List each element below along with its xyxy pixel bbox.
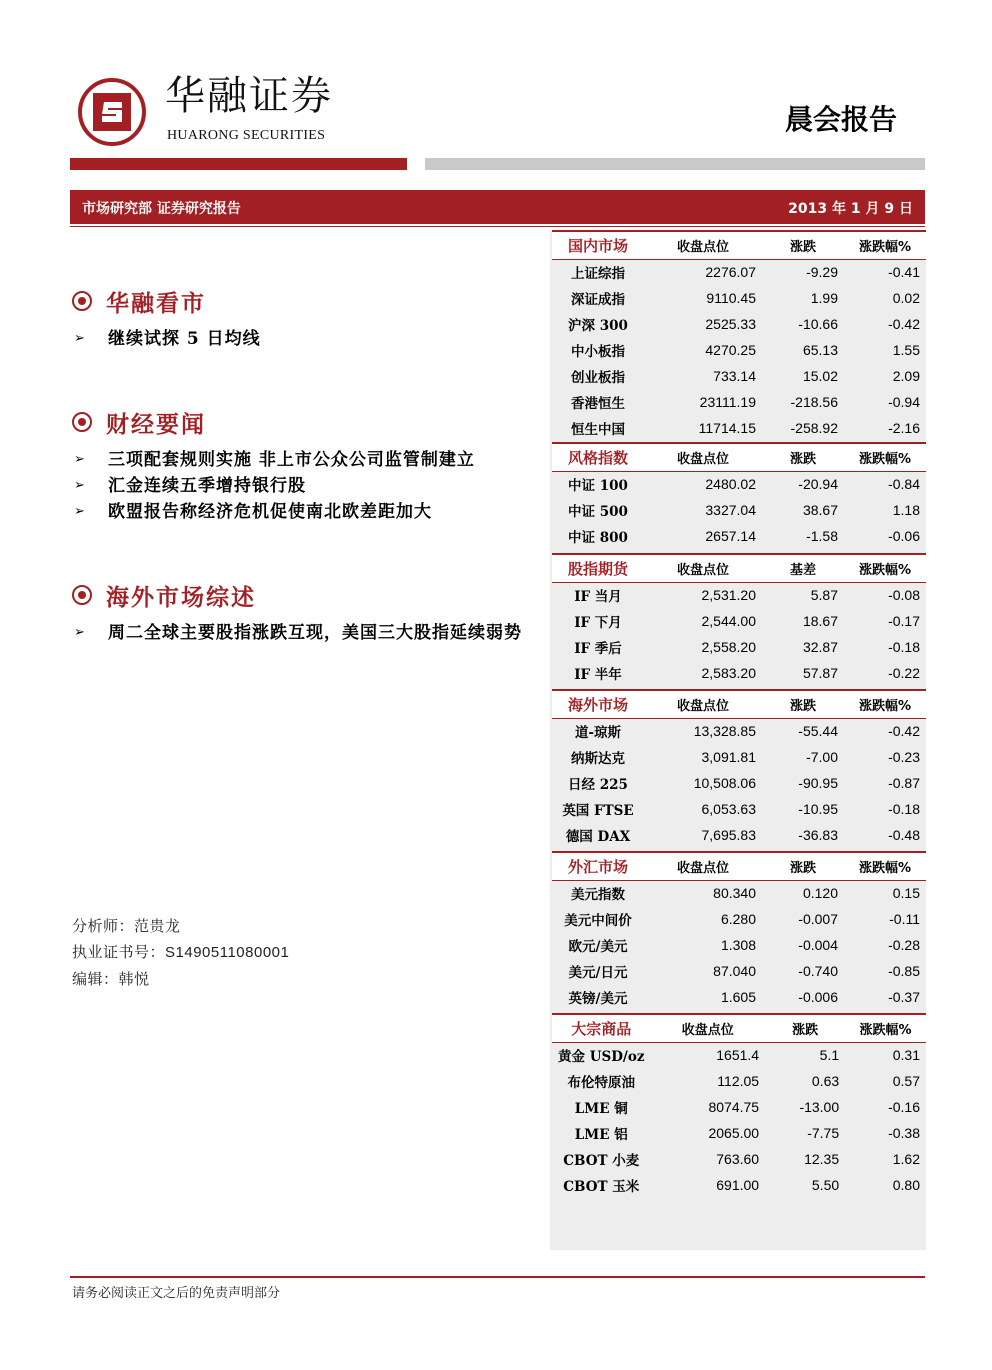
row-value: -90.95	[798, 775, 838, 791]
section-title: 财经要闻	[106, 410, 206, 438]
row-value: 1.55	[892, 342, 920, 358]
column-header: 收盘点位	[644, 690, 762, 718]
row-label: LME 铜	[574, 1101, 628, 1117]
arrow-bullet-icon: ➢	[74, 478, 86, 493]
row-value: 5.50	[811, 1177, 840, 1193]
row-value: 0.57	[892, 1073, 920, 1089]
row-value: -10.66	[798, 316, 838, 332]
table-row	[552, 1042, 926, 1068]
table-row	[552, 415, 926, 441]
market-table	[552, 1013, 926, 1198]
row-label: IF 下月	[574, 615, 622, 631]
table-row	[552, 822, 926, 848]
table-category: 外汇市场	[552, 852, 644, 880]
row-label: 中证 800	[568, 530, 628, 546]
row-value: -0.006	[798, 989, 838, 1005]
license-number: S1490511080001	[165, 944, 290, 961]
table-row	[552, 471, 926, 497]
row-value: -218.56	[790, 394, 838, 410]
table-category: 股指期货	[552, 554, 644, 582]
row-value: 32.87	[802, 639, 838, 655]
table-row	[552, 796, 926, 822]
row-value: -55.44	[798, 723, 838, 740]
table-row	[552, 1094, 926, 1120]
table-row	[552, 770, 926, 796]
analyst-info	[72, 913, 289, 992]
row-label: 黄金 USD/oz	[558, 1049, 645, 1066]
row-value: -0.06	[888, 528, 920, 544]
row-value: 15.02	[802, 368, 838, 384]
row-value: 87.040	[713, 963, 756, 979]
row-label: 中证 500	[568, 504, 628, 520]
section-title: 华融看市	[106, 289, 206, 317]
row-label: 深证成指	[571, 292, 625, 308]
row-value: -0.007	[798, 911, 838, 927]
row-value: 80.340	[713, 885, 756, 902]
row-value: -0.08	[888, 587, 920, 604]
row-value: 11714.15	[698, 420, 756, 436]
row-label: IF 季后	[574, 641, 622, 657]
row-value: 2,544.00	[701, 613, 756, 629]
row-value: -2.16	[888, 420, 920, 436]
column-header: 收盘点位	[651, 1014, 766, 1042]
table-row	[552, 285, 926, 311]
table-row	[552, 634, 926, 660]
row-label: 纳斯达克	[571, 751, 625, 767]
row-label: CBOT 玉米	[563, 1179, 640, 1195]
row-value: -0.85	[888, 963, 920, 979]
row-value: -258.92	[790, 420, 838, 436]
arrow-bullet-icon: ➢	[74, 452, 86, 467]
table-row	[552, 259, 926, 285]
row-value: 12.35	[804, 1151, 840, 1167]
row-value: 2.09	[892, 368, 920, 384]
row-value: -0.42	[888, 723, 920, 740]
row-value: -0.16	[888, 1099, 920, 1115]
analyst-name: 范贵龙	[134, 917, 181, 935]
table-header-row	[552, 690, 926, 718]
row-value: 2525.33	[705, 316, 756, 332]
row-value: -7.00	[806, 749, 838, 765]
row-value: 13,328.85	[693, 723, 756, 740]
column-header: 收盘点位	[644, 231, 762, 259]
table-category: 国内市场	[552, 231, 644, 259]
row-value: -0.11	[889, 911, 920, 927]
row-value: 3,091.81	[701, 749, 756, 765]
row-value: -0.37	[888, 989, 920, 1005]
row-label: 恒生中国	[571, 422, 625, 438]
editor-name: 韩悦	[118, 970, 150, 988]
row-value: 4270.25	[705, 342, 756, 358]
row-value: 1.605	[720, 989, 756, 1005]
row-value: -0.004	[798, 937, 838, 953]
row-value: 112.05	[717, 1073, 760, 1089]
report-date: 2013 年 1 月 9 日	[788, 201, 913, 217]
section-bullet-icon	[72, 412, 92, 432]
report-type-title: 晨会报告	[784, 103, 897, 136]
table-row	[552, 523, 926, 549]
row-value: -0.94	[888, 394, 920, 410]
column-header: 基差	[762, 554, 844, 582]
table-row	[552, 958, 926, 984]
row-label: 英国 FTSE	[562, 803, 634, 819]
row-value: -0.84	[888, 476, 920, 493]
table-row	[552, 1068, 926, 1094]
row-value: 2,531.20	[701, 587, 756, 604]
row-value: 2065.00	[708, 1125, 760, 1141]
row-value: 2,558.20	[701, 639, 756, 655]
table-row	[552, 744, 926, 770]
list-item: ➢ 欧盟报告称经济危机促使南北欧差距加大	[72, 499, 475, 525]
footer-disclaimer: 请务必阅读正文之后的免责声明部分	[72, 1286, 281, 1301]
row-value: 691.00	[716, 1177, 760, 1193]
row-label: LME 铝	[574, 1127, 628, 1143]
row-value: 733.14	[713, 368, 756, 384]
row-value: 57.87	[802, 665, 838, 681]
table-category: 海外市场	[552, 690, 644, 718]
row-label: 中小板指	[571, 344, 625, 360]
row-value: -0.42	[888, 316, 920, 332]
table-row	[552, 906, 926, 932]
row-value: 1.308	[720, 937, 756, 953]
section-title: 海外市场综述	[106, 583, 256, 611]
table-row	[552, 389, 926, 415]
table-row	[552, 608, 926, 634]
row-value: 3327.04	[705, 502, 756, 518]
row-label: 英镑/美元	[568, 991, 628, 1007]
arrow-bullet-icon: ➢	[74, 504, 86, 519]
market-table	[552, 851, 926, 1010]
department-bar	[70, 190, 925, 224]
row-value: -0.18	[888, 639, 920, 655]
table-row	[552, 718, 926, 744]
row-label: CBOT 小麦	[563, 1153, 640, 1169]
table-row	[552, 311, 926, 337]
list-item: ➢ 继续试探 5 日均线	[72, 326, 261, 352]
row-label: 沪深 300	[568, 318, 628, 334]
column-header: 涨跌幅%	[844, 852, 926, 880]
row-value: -0.17	[888, 613, 920, 629]
row-value: 2,583.20	[701, 665, 756, 681]
row-value: -0.28	[888, 937, 920, 953]
row-label: 欧元/美元	[568, 939, 628, 955]
column-header: 涨跌	[762, 231, 844, 259]
column-header: 涨跌幅%	[845, 1014, 926, 1042]
table-category: 风格指数	[552, 443, 644, 471]
brand-name-en: HUARONG SECURITIES	[167, 128, 326, 143]
footer-rule	[70, 1276, 925, 1278]
row-label: 道-琼斯	[574, 725, 622, 742]
row-label: 布伦特原油	[567, 1075, 636, 1091]
row-label: 美元/日元	[568, 965, 628, 981]
table-header-row	[552, 443, 926, 471]
row-value: -0.38	[888, 1125, 920, 1141]
row-value: 6,053.63	[701, 801, 756, 817]
row-value: 23111.19	[699, 394, 756, 410]
row-label: 日经 225	[568, 777, 628, 793]
row-value: 6.280	[720, 911, 756, 927]
list-item: ➢ 周二全球主要股指涨跌互现，美国三大股指延续弱势	[72, 620, 542, 646]
table-row	[552, 363, 926, 389]
row-value: 0.63	[811, 1073, 840, 1089]
arrow-bullet-icon: ➢	[74, 331, 86, 346]
table-header-row	[552, 554, 926, 582]
section-overseas-markets	[72, 580, 542, 646]
row-value: 5.1	[819, 1047, 840, 1064]
row-value: 2657.14	[705, 528, 756, 544]
row-value: -20.94	[798, 476, 838, 493]
row-value: -1.58	[806, 528, 838, 544]
row-label: 美元中间价	[564, 913, 632, 929]
row-value: 18.67	[802, 613, 838, 629]
row-value: -0.23	[888, 749, 920, 765]
table-row	[552, 337, 926, 363]
row-label: IF 半年	[574, 667, 622, 683]
column-header: 涨跌	[762, 690, 844, 718]
table-header-row	[552, 1014, 926, 1042]
row-value: -36.83	[798, 827, 838, 843]
row-value: -0.48	[888, 827, 920, 843]
row-value: 0.120	[802, 885, 838, 902]
row-value: -7.75	[807, 1125, 840, 1141]
table-category: 大宗商品	[552, 1014, 651, 1042]
row-value: 0.02	[892, 290, 920, 306]
list-item: ➢ 汇金连续五季增持银行股	[72, 473, 475, 499]
table-row	[552, 497, 926, 523]
table-header-row	[552, 852, 926, 880]
column-header: 涨跌幅%	[844, 231, 926, 259]
table-row	[552, 1172, 926, 1198]
row-value: -9.29	[806, 264, 838, 281]
row-value: 9110.45	[706, 290, 756, 306]
column-header: 涨跌幅%	[844, 690, 926, 718]
row-label: 创业板指	[571, 370, 625, 386]
arrow-bullet-icon: ➢	[74, 625, 86, 640]
row-value: 10,508.06	[693, 775, 756, 791]
header-rule-gray	[425, 158, 925, 170]
market-table	[552, 553, 926, 686]
row-label: IF 当月	[574, 589, 622, 606]
row-value: -0.87	[888, 775, 920, 791]
row-value: 5.87	[810, 587, 838, 604]
table-row	[552, 1146, 926, 1172]
row-value: 1.99	[810, 290, 838, 306]
huarong-logo-icon	[78, 78, 146, 146]
column-header: 收盘点位	[644, 852, 762, 880]
row-label: 美元指数	[571, 887, 625, 904]
column-header: 收盘点位	[644, 554, 762, 582]
row-value: -0.22	[888, 665, 920, 681]
section-market-view	[72, 286, 261, 352]
row-value: 763.60	[716, 1151, 760, 1167]
row-value: 0.31	[892, 1047, 920, 1064]
department-underline	[70, 226, 925, 227]
row-label: 中证 100	[568, 478, 628, 495]
row-label: 香港恒生	[571, 396, 625, 412]
column-header: 涨跌	[762, 852, 844, 880]
market-table	[552, 230, 926, 441]
row-value: 0.80	[892, 1177, 920, 1193]
row-value: 1.62	[892, 1151, 920, 1167]
column-header: 涨跌幅%	[844, 443, 926, 471]
license-label: 执业证书号：	[72, 943, 166, 961]
column-header: 涨跌幅%	[844, 554, 926, 582]
table-row	[552, 660, 926, 686]
row-value: -0.18	[888, 801, 920, 817]
market-table	[552, 442, 926, 549]
row-value: -13.00	[799, 1099, 840, 1115]
header-rule-red	[70, 158, 407, 170]
table-row	[552, 1120, 926, 1146]
table-row	[552, 932, 926, 958]
row-value: 65.13	[802, 342, 838, 358]
department-label: 市场研究部 证券研究报告	[82, 201, 241, 217]
list-item: ➢ 三项配套规则实施 非上市公众公司监管制建立	[72, 447, 475, 473]
column-header: 涨跌	[765, 1014, 845, 1042]
row-value: 7,695.83	[701, 827, 756, 843]
row-value: 38.67	[802, 502, 838, 518]
column-header: 涨跌	[762, 443, 844, 471]
analyst-label: 分析师：	[72, 917, 135, 935]
section-bullet-icon	[72, 585, 92, 605]
row-label: 上证综指	[571, 266, 625, 283]
column-header: 收盘点位	[644, 443, 762, 471]
row-value: 2480.02	[705, 476, 756, 493]
row-value: 1651.4	[716, 1047, 760, 1064]
row-value: -10.95	[798, 801, 838, 817]
row-value: 2276.07	[705, 264, 756, 281]
section-financial-news	[72, 407, 475, 525]
row-value: -0.41	[888, 264, 920, 281]
table-row	[552, 880, 926, 906]
brand-name-cn: 华融证券	[165, 73, 333, 119]
table-header-row	[552, 231, 926, 259]
table-row	[552, 582, 926, 608]
row-label: 德国 DAX	[565, 829, 631, 845]
row-value: 0.15	[892, 885, 920, 902]
market-table	[552, 689, 926, 848]
row-value: -0.740	[798, 963, 838, 979]
row-value: 1.18	[892, 502, 920, 518]
section-bullet-icon	[72, 291, 92, 311]
editor-label: 编辑：	[72, 970, 119, 988]
table-row	[552, 984, 926, 1010]
row-value: 8074.75	[708, 1099, 760, 1115]
